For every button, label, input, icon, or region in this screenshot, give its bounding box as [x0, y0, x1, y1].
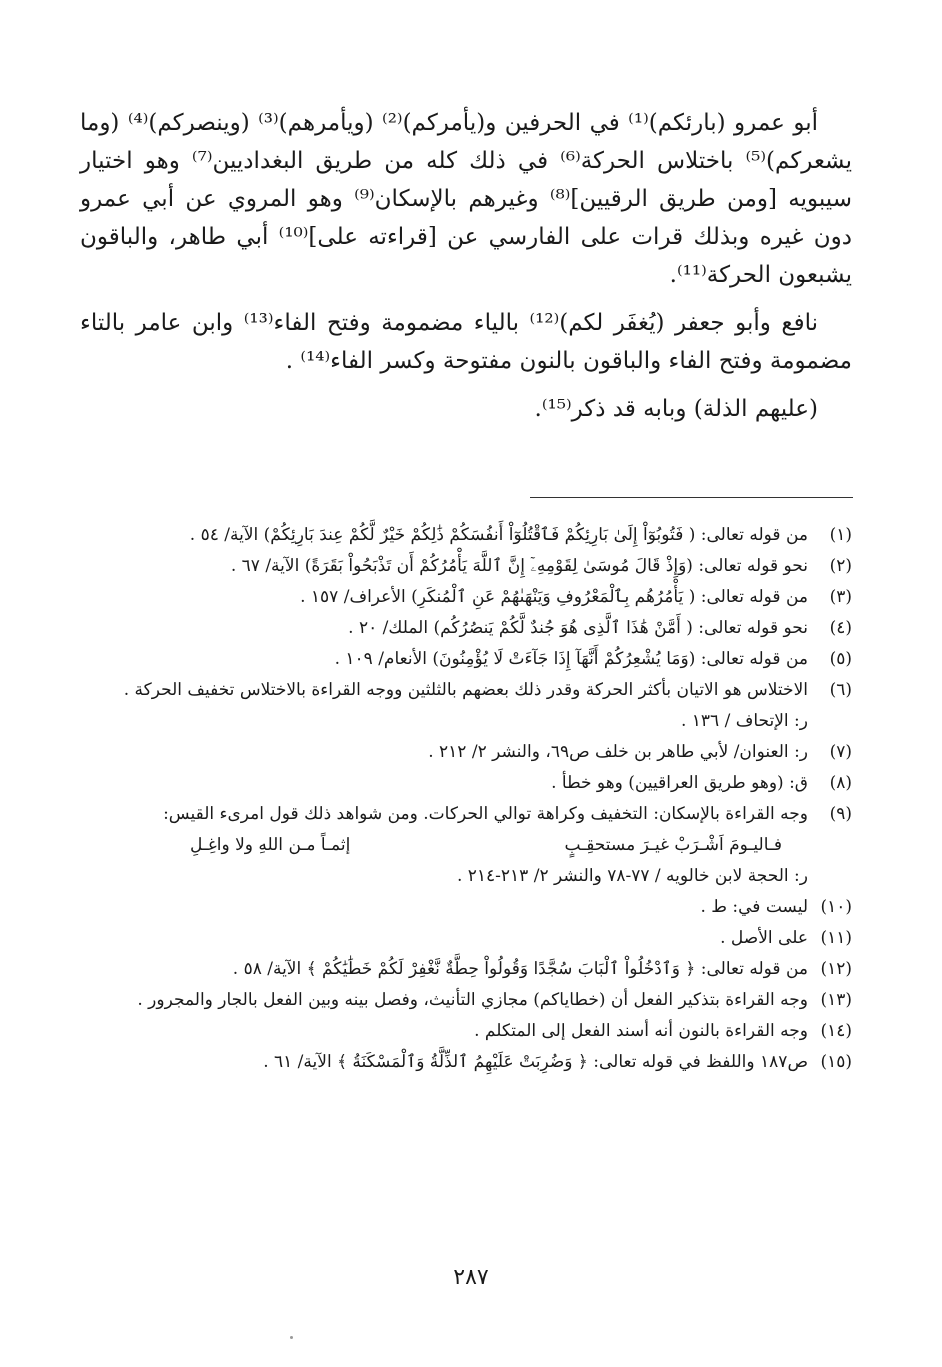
footnote	[80, 737, 852, 768]
footnote-number: (١١)	[820, 928, 852, 948]
footnote-number: (٩)	[829, 804, 852, 824]
paragraph: (عليهم الذلة) وبابه قد ذكر⁽¹⁵⁾.	[534, 396, 818, 422]
footnote	[80, 613, 852, 644]
footnote-text: من قوله تعالى: (وَمَا يُشْعِرُكُمْ أَنَّهَآ إِذَا جَآءَتْ لَا يُؤْمِنُونَ) الأنعام/ ١٠٩ .	[334, 649, 808, 669]
footnote-number: (١٠)	[820, 897, 852, 917]
footnote-text: ق: (وهو طريق العراقيين) وهو خطأ .	[551, 773, 808, 793]
footnote-reference: ر: الإتحاف / ١٣٦ .	[680, 711, 808, 731]
verse-hemistich-first: فـاليـومَ اَشْـرَبْ غيـرَ مستحقِـبٍ	[564, 835, 782, 855]
footnote	[80, 1016, 852, 1047]
footnote-divider	[530, 497, 853, 498]
footnote	[80, 768, 852, 799]
footnote-text: من قوله تعالى: ( يَأْمُرُهُم بِٱلْمَعْرُوفِ وَيَنْهَىٰهُمْ عَنِ ٱلْمُنكَرِ) الأعراف/ ١٥٧ .	[300, 587, 808, 607]
footnote-number: (٢)	[829, 556, 852, 576]
footnotes	[80, 520, 852, 1078]
footnote-number: (١)	[829, 525, 852, 545]
footnote	[80, 892, 852, 923]
footnote-text: الاختلاس هو الاتيان بأكثر الحركة وقدر ذلك بعضهم بالثلثين ووجه القراءة بالاختلاس تخفيف الحركة .	[123, 680, 808, 700]
footnote	[80, 799, 852, 830]
paragraph: نافع وأبو جعفر (يُغفَر لكم)⁽¹²⁾ بالياء مضمومة وفتح الفاء⁽¹³⁾ وابن عامر بالتاء مضمومة وفتح الفاء والباقون بالنون مفتوحة وكسر الفاء⁽¹⁴⁾ .	[80, 310, 852, 374]
poetry-verse	[80, 830, 852, 861]
paragraph: أبو عمرو (بارئكم)⁽¹⁾ في الحرفين و(يأمركم)⁽²⁾ (ويأمرهم)⁽³⁾ (وينصركم)⁽⁴⁾ (وما يشعركم)⁽⁵⁾ باختلاس الحركة⁽⁶⁾ في ذلك كله من طريق البغداديين⁽⁷⁾ وهو اختيار سيبويه [ومن طريق الرقيين]⁽⁸⁾ وغيرهم بالإسكان⁽⁹⁾ وهو المروي عن أبي عمرو دون غيره وبذلك قرات على الفارسي عن [قراءته على]⁽¹⁰⁾ أبي طاهر، والباقون يشبعون الحركة⁽¹¹⁾.	[80, 110, 852, 288]
footnote	[80, 644, 852, 675]
footnote	[80, 582, 852, 613]
footnote-text: من قوله تعالى: ( فَتُوبُوٓاْ إِلَىٰ بَارِئِكُمْ فَٱقْتُلُوٓاْ أَنفُسَكُمْ ذَٰلِكُمْ خَيْرٌ لَّكُمْ عِندَ بَارِئِكُمْ) الآية/ ٥٤ .	[189, 525, 808, 545]
footnote-number: (١٥)	[820, 1052, 852, 1072]
footnote-text: نحو قوله تعالى: ( أَمَّنْ هَٰذَا ٱلَّذِى هُوَ جُندٌ لَّكُمْ يَنصُرُكُم) الملك/ ٢٠ .	[348, 618, 808, 638]
footnote-text: وجه القراءة بالإسكان: التخفيف وكراهة توالي الحركات. ومن شواهد ذلك قول امرىء القيس:	[163, 804, 808, 824]
verse-hemistich-second: إثمـاً مـن اللهِ ولا واغِـلِ	[190, 835, 351, 855]
footnote	[80, 954, 852, 985]
footnote-number: (٧)	[829, 742, 852, 762]
page-number: ٢٨٧	[453, 1265, 489, 1290]
footnote-text: ر: العنوان/ لأبي طاهر بن خلف ص٦٩، والنشر ٢/ ٢١٢ .	[428, 742, 808, 762]
footnote-text: ص١٨٧ واللفظ في قوله تعالى: ﴿ وَضُرِبَتْ عَلَيْهِمُ ٱلذِّلَّةُ وَٱلْمَسْكَنَةُ ﴾ الآية/ ٦١ .	[263, 1052, 808, 1072]
footnote-text: على الأصل .	[720, 928, 808, 948]
footnote-number: (١٣)	[820, 990, 852, 1010]
footnote-text: نحو قوله تعالى: (وَإِذْ قَالَ مُوسَىٰ لِقَوْمِهِۦٓ إِنَّ ٱللَّهَ يَأْمُرُكُمْ أَن تَذْبَحُواْ بَقَرَةً) الآية/ ٦٧ .	[230, 556, 808, 576]
footnote-text: ليست في: ط .	[700, 897, 808, 917]
footnote-number: (١٤)	[820, 1021, 852, 1041]
footnote-number: (٨)	[829, 773, 852, 793]
footnote-number: (٤)	[829, 618, 852, 638]
footnote	[80, 923, 852, 954]
footnote	[80, 551, 852, 582]
footnote	[80, 520, 852, 551]
footnote-text: وجه القراءة بالنون أنه أسند الفعل إلى المتكلم .	[474, 1021, 808, 1041]
scan-speck	[290, 1336, 293, 1339]
footnote-number: (٥)	[829, 649, 852, 669]
footnote-number: (٣)	[829, 587, 852, 607]
main-text	[80, 104, 852, 438]
footnote-text: وجه القراءة بتذكير الفعل أن (خطاياكم) مجازي التأنيث، وفصل بينه وبين الفعل بالجار والمجرور .	[137, 990, 808, 1010]
footnote-text: من قوله تعالى: ﴿ وَٱدْخُلُواْ ٱلْبَابَ سُجَّدًا وَقُولُواْ حِطَّةٌ نَّغْفِرْ لَكُمْ خَطَٰيَٰكُمْ ﴾ الآية/ ٥٨ .	[232, 959, 808, 979]
footnote-number: (٦)	[829, 680, 852, 700]
footnote	[80, 1047, 852, 1078]
footnote	[80, 675, 852, 706]
footnote	[80, 985, 852, 1016]
footnote-number: (١٢)	[820, 959, 852, 979]
footnote-reference: ر: الحجة لابن خالويه / ٧٧-٧٨ والنشر ٢/ ٢١٣-٢١٤ .	[456, 866, 808, 886]
